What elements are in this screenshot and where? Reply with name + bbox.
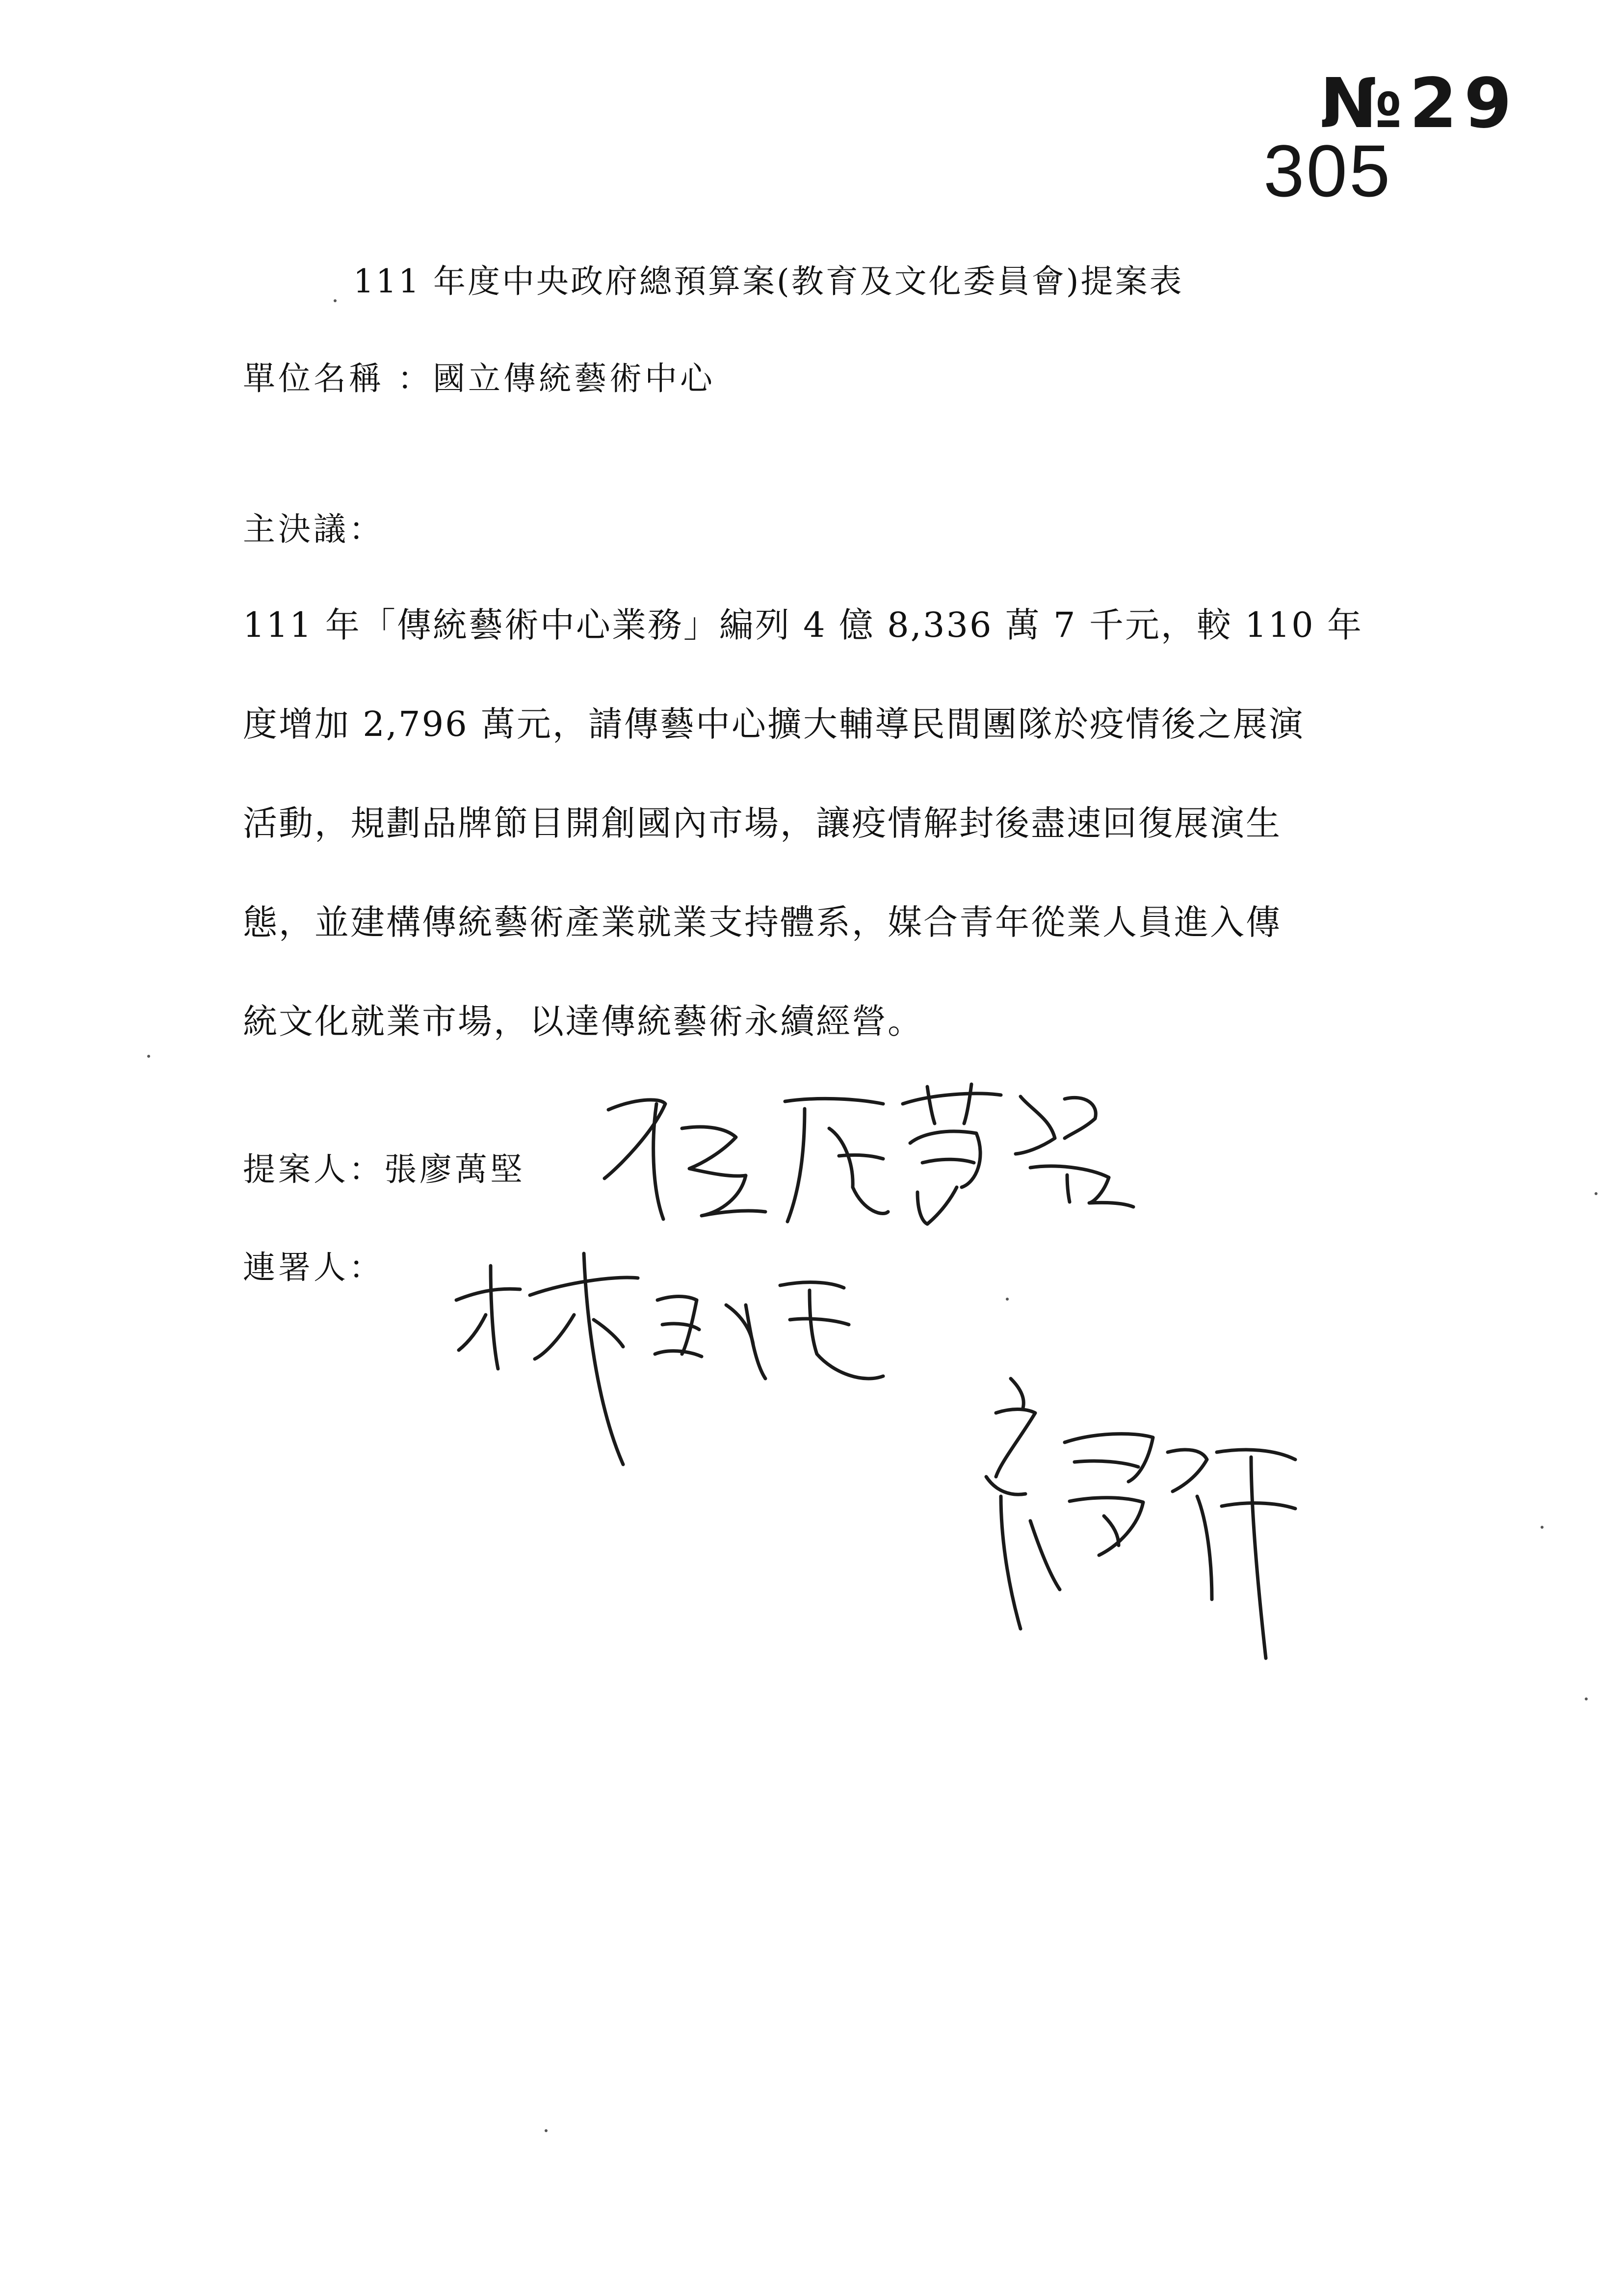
resolution-body-line-2: 度增加 2,796 萬元，請傳藝中心擴大輔導民間團隊於疫情後之展演 [243,704,1305,744]
resolution-label: 主決議： [243,510,384,548]
document-title: 111 年度中央政府總預算案(教育及文化委員會)提案表 [353,262,1184,300]
scan-speck [1006,1298,1009,1301]
document-number-stamp: №29 [1320,64,1519,144]
scan-speck [334,299,337,302]
resolution-body-line-1: 111 年「傳統藝術中心業務」編列 4 億 8,336 萬 7 千元，較 110 年 [243,605,1363,645]
resolution-body-line-3: 活動，規劃品牌節目開創國內市場，讓疫情解封後盡速回復展演生 [243,803,1282,843]
resolution-body-line-5: 統文化就業市場，以達傳統藝術永續經營。 [243,1001,923,1042]
proposer-signature [604,1084,1133,1224]
scan-speck [545,2129,548,2132]
scan-speck [1541,1526,1544,1529]
unit-name-line: 單位名稱 ：國立傳統藝術中心 [243,360,715,397]
scan-speck [1585,1697,1588,1700]
cosigner-label: 連署人： [243,1249,384,1286]
cosigner-signature-2 [986,1379,1295,1658]
proposer-line: 提案人：張廖萬堅 [243,1150,525,1188]
scan-speck [147,1055,150,1058]
scan-speck [1595,1192,1598,1195]
page-number-stamp: 305 [1263,130,1392,212]
cosigner-signature-1 [456,1253,883,1464]
resolution-body-line-4: 態，並建構傳統藝術產業就業支持體系，媒合青年從業人員進入傳 [243,902,1282,942]
